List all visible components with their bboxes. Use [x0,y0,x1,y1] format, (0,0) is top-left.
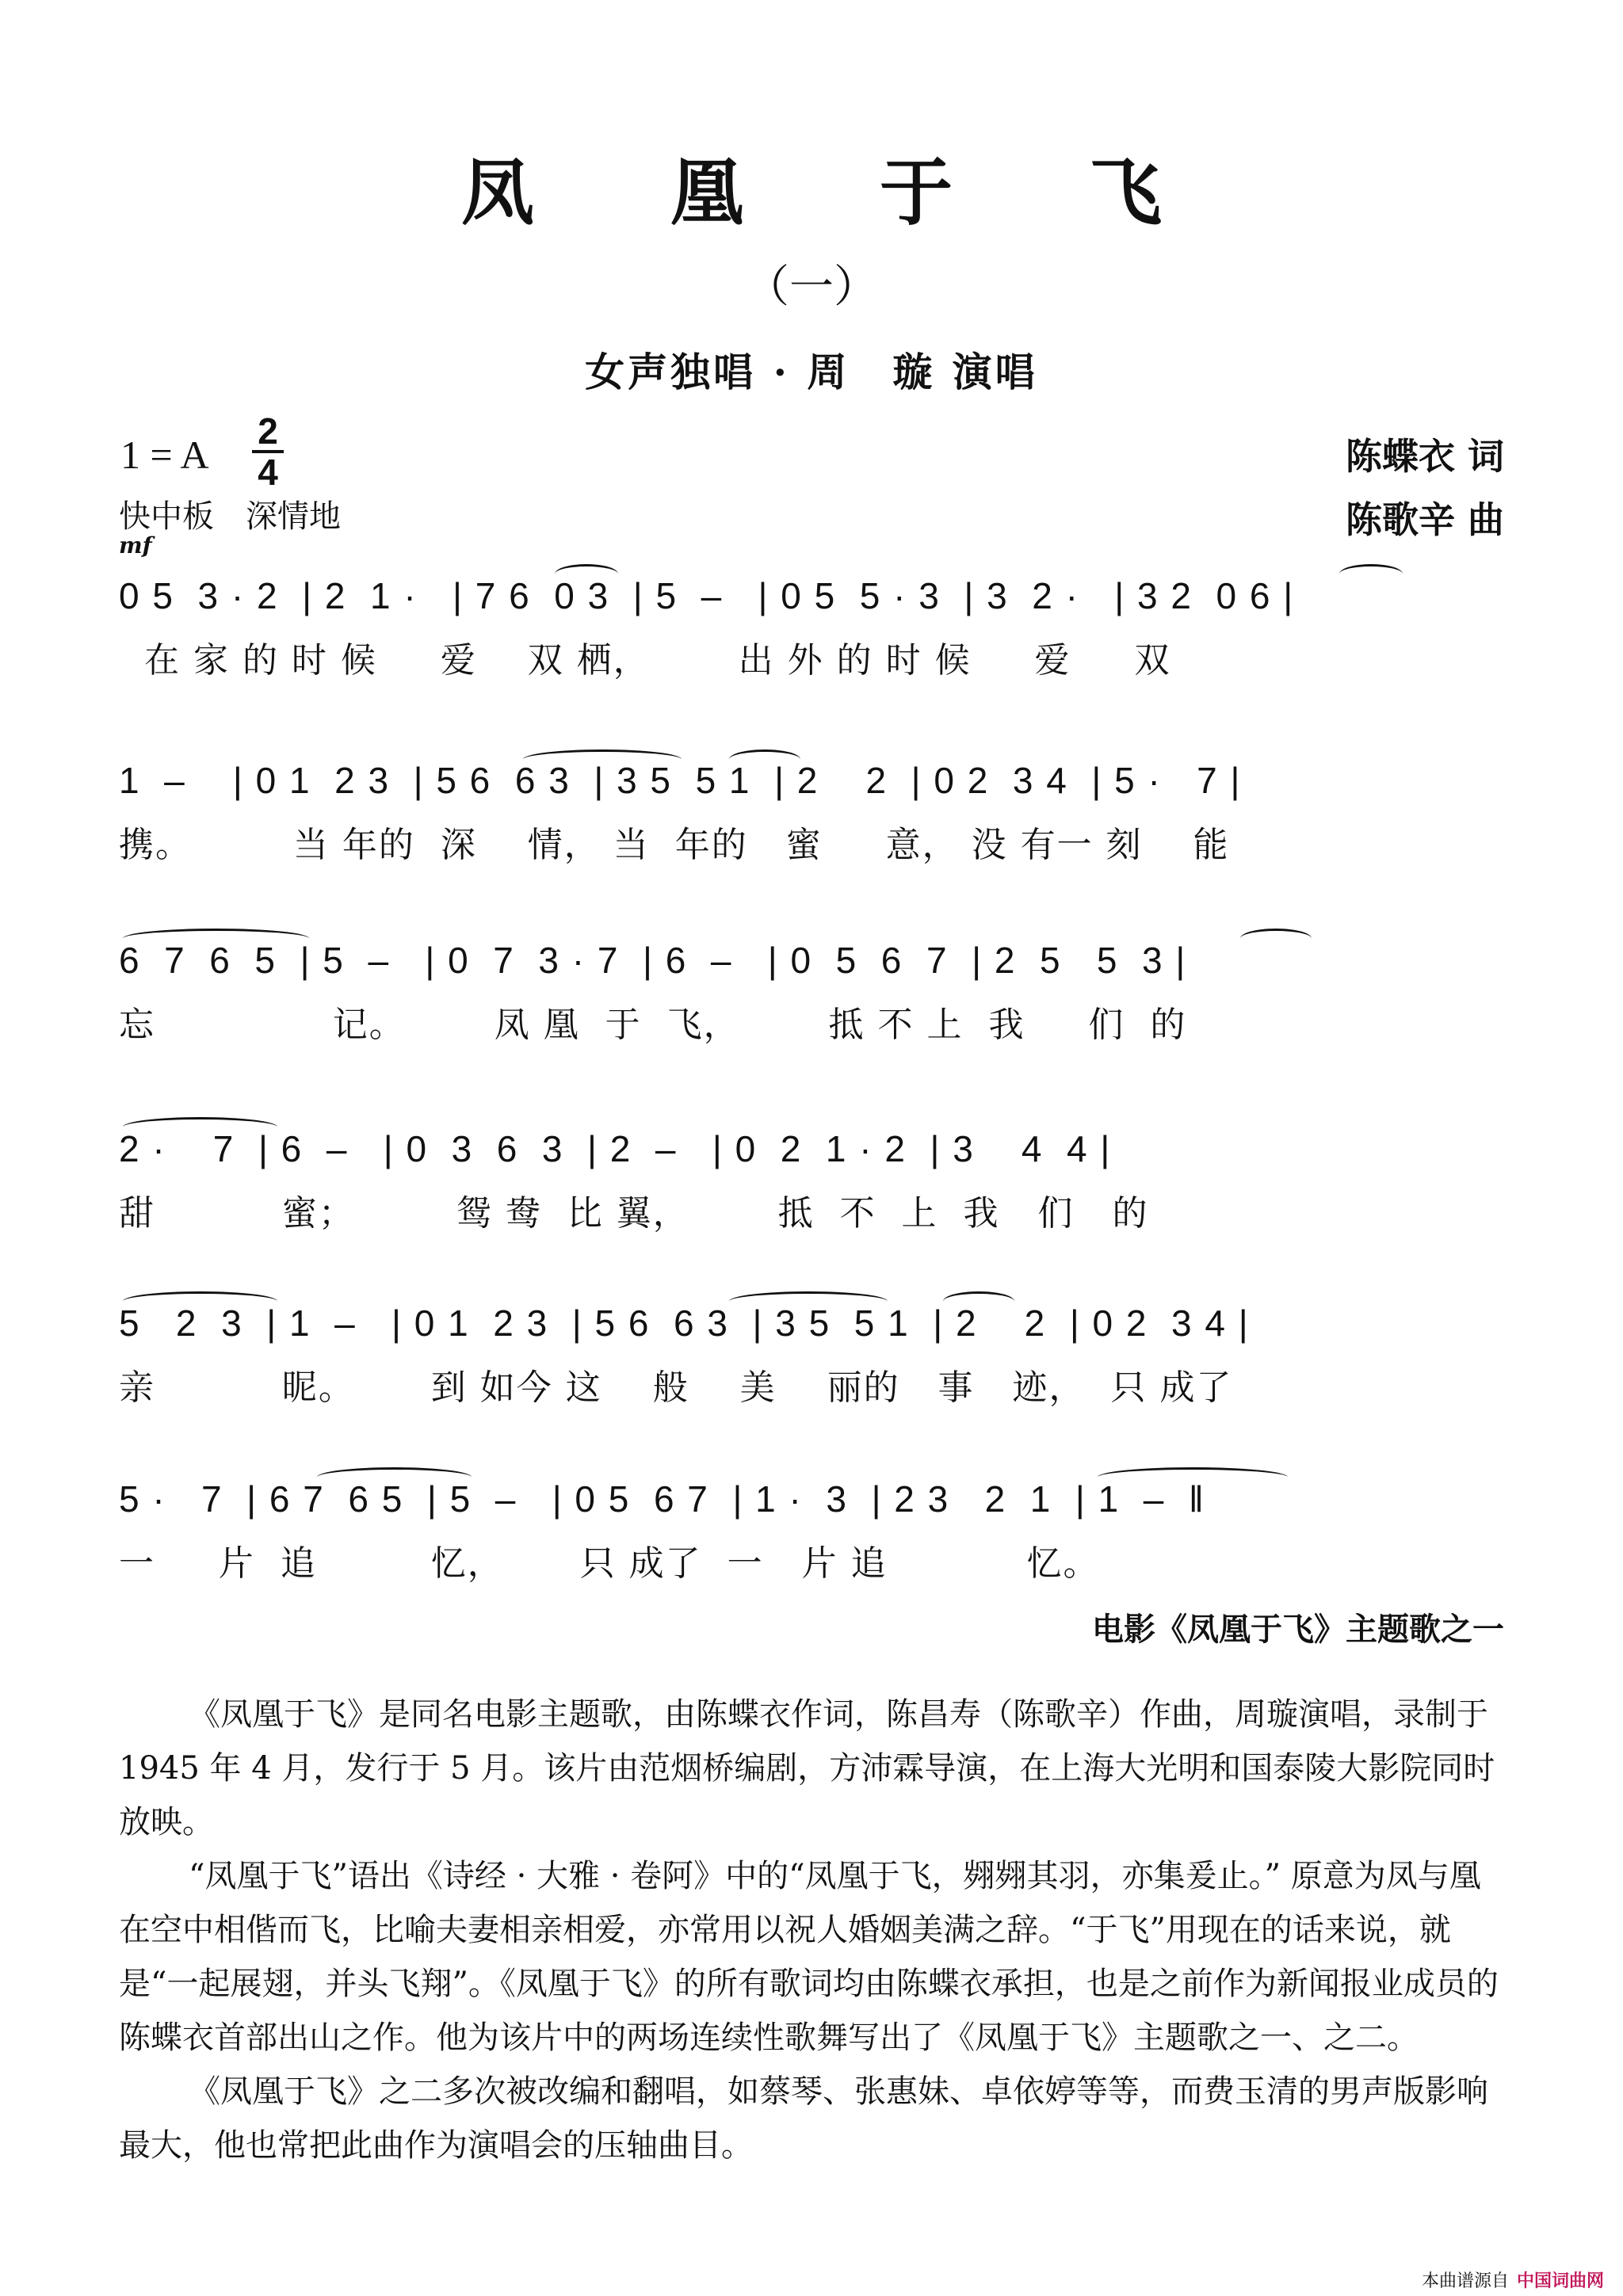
slur-arc [317,1467,472,1487]
slur-arc [123,1291,277,1311]
slur-arc [943,1291,1014,1311]
lyrics-line: 甜 蜜； 鸳 鸯 比 翼， 抵 不 上 我 们 的 [119,1193,1149,1234]
slur-arc [123,929,309,948]
slur-arc [729,749,800,769]
lyrics-line: 亲 昵。 到 如今 这 般 美 丽的 事 迹， 只 成了 [119,1367,1233,1408]
lyrics-line: 忘 记。 凤 凰 于 飞， 抵 不 上 我 们 的 [119,1005,1187,1045]
score-system-3 [119,936,1514,1049]
slur-arc [729,1291,888,1311]
footer-site-link[interactable]: 中国词曲网 [1516,2271,1604,2291]
essay-paragraph: 《凤凰于飞》是同名电影主题歌，由陈蝶衣作词，陈昌寿（陈歌辛）作曲，周璇演唱，录制于1945 年 4 月，发行于 5 月。该片由范烟桥编剧，方沛霖导演，在上海大光明和国泰陵大影院同时放映。 [119,1696,1495,1840]
composer-credit: 陈歌辛 曲 [1345,498,1504,541]
essay-paragraph: 《凤凰于飞》之二多次被改编和翻唱，如蔡琴、张惠妹、卓依婷等等，而费玉清的男声版影响最大，他也常把此曲作为演唱会的压轴曲目。 [119,2073,1488,2164]
notation-line: 5 · 7 | 6 7 6 5 | 5 – | 0 5 6 7 | 1 · 3 | 2 3 2 1 | 1 – ‖ [119,1478,1205,1520]
essay [119,1688,1510,2172]
notation-line: 5 2 3 | 1 – | 0 1 2 3 | 5 6 6 3 | 3 5 5 1 | 2 2 | 0 2 3 4 | [119,1302,1250,1344]
slur-arc [1339,564,1403,584]
notation-line: 6 7 6 5 | 5 – | 0 7 3 · 7 | 6 – | 0 5 6 7 | 2 5 5 3 | [119,940,1187,981]
score-system-6 [119,1475,1514,1588]
key-signature: 1 = A [120,433,209,477]
time-denominator: 4 [258,452,278,493]
score-system-2 [119,757,1514,869]
score-system-5 [119,1299,1514,1412]
lyricist-credit: 陈蝶衣 词 [1345,435,1504,478]
footer-label: 本曲谱源自 [1421,2271,1509,2291]
dynamic-marking: mf [119,532,152,559]
notation-line: 1 – | 0 1 2 3 | 5 6 6 3 | 3 5 5 1 | 2 2 | 0 2 3 4 | 5 · 7 | [119,760,1242,801]
slur-arc [523,749,682,769]
performer-line: 女声独唱 · 周 璇 演唱 [585,349,1038,395]
time-signature [252,410,284,493]
song-title: 凤 凰 于 飞 [460,150,1218,235]
lyrics-line: 一 片 追 忆， 只 成了 一 片 追 忆。 [119,1543,1100,1584]
footer [1422,2267,1604,2292]
essay-paragraph: “凤凰于飞”语出《诗经 · 大雅 · 卷阿》中的“凤凰于飞，翙翙其羽，亦集爰止。” 原意为凤与凰在空中相偕而飞，比喻夫妻相亲相爱，亦常用以祝人婚姻美满之辞。“于飞”用现在的话来说，就是“一起展翅，并头飞翔”。《凤凰于飞》的所有歌词均由陈蝶衣承担，也是之前作为新闻报业成员的陈蝶衣首部出山之作。他为该片中的两场连续性歌舞写出了《凤凰于飞》主题歌之一、之二。 [119,1858,1499,2056]
source-note: 电影《凤凰于飞》主题歌之一 [1092,1611,1504,1648]
slur-arc [1098,1467,1288,1487]
lyrics-line: 携。 当 年的 深 情， 当 年的 蜜 意， 没 有一 刻 能 [119,825,1230,865]
slur-arc [555,564,618,584]
score-system-4 [119,1125,1514,1238]
score-system-1 [119,572,1514,685]
lyrics-line: 在 家 的 时 候 爱 双 栖， 出 外 的 时 候 爱 双 [119,640,1171,681]
notation-line: 0 5 3 · 2 | 2 1 · | 7 6 0 3 | 5 – | 0 5 5 · 3 | 3 2 · | 3 2 0 6 | [119,575,1295,616]
tempo-marking: 快中板 深情地 [119,498,341,535]
notation-line: 2 · 7 | 6 – | 0 3 6 3 | 2 – | 0 2 1 · 2 | 3 4 4 | [119,1128,1112,1169]
time-numerator: 2 [258,410,278,452]
slur-arc [1240,929,1312,948]
slur-arc [123,1117,277,1137]
part-number: （一） [745,261,878,313]
